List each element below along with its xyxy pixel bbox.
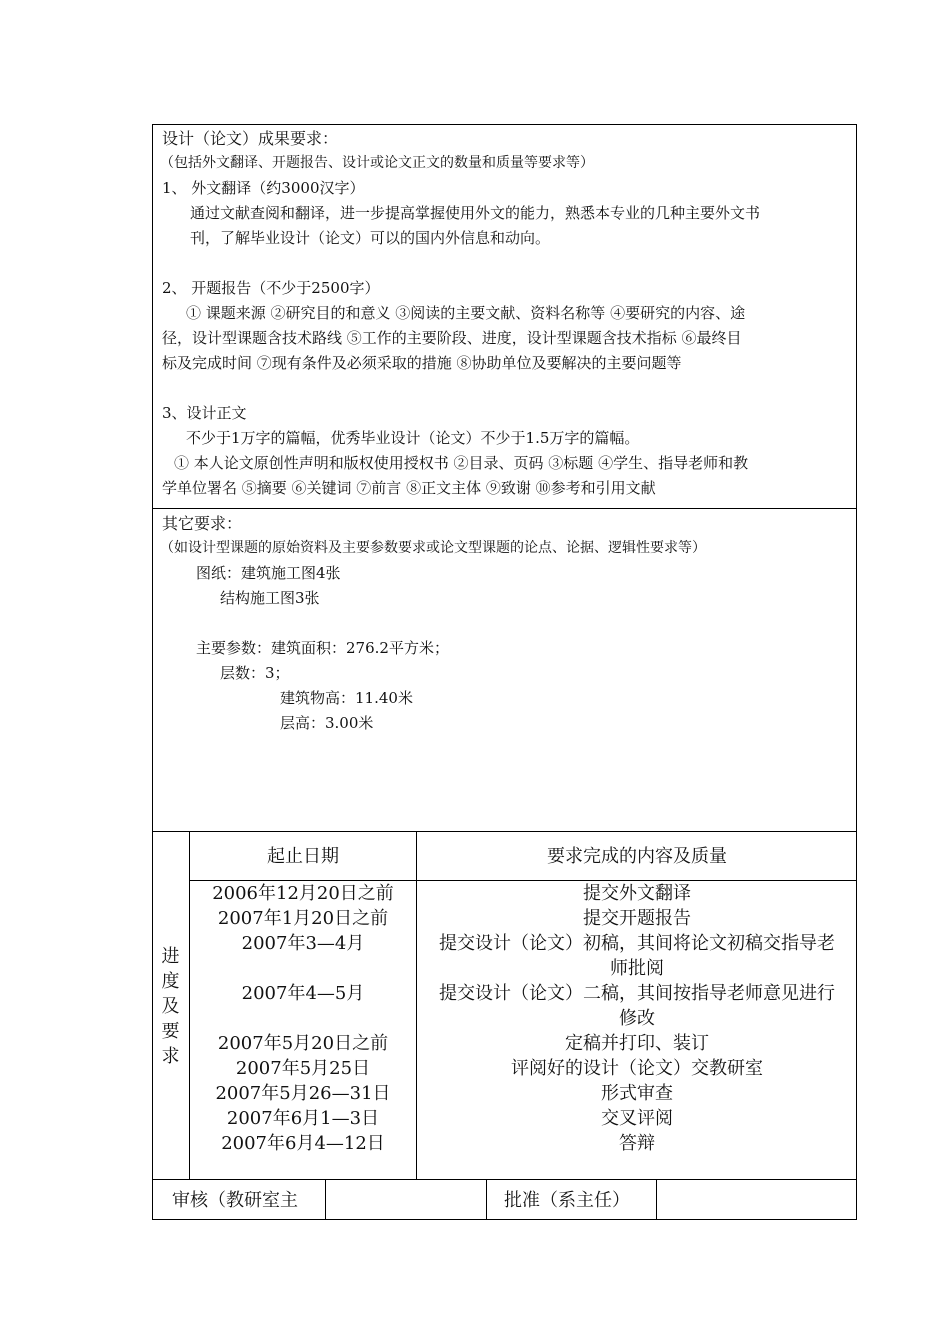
param-area: 主要参数：建筑面积：276.2平方米； xyxy=(196,639,449,657)
schedule-side-label xyxy=(152,944,189,1069)
col-header-tasks: 要求完成的内容及质量 xyxy=(547,846,727,867)
date-row: 2006年12月20日之前 xyxy=(212,883,394,904)
date-row: 2007年5月25日 xyxy=(235,1058,371,1079)
item1-line2: 刊，了解毕业设计（论文）可以的国内外信息和动向。 xyxy=(190,229,551,247)
divider-section1 xyxy=(152,508,857,509)
approve-label: 批准（系主任） xyxy=(504,1190,630,1211)
drawings-structure: 结构施工图3张 xyxy=(220,589,320,607)
item3-line3: 学单位署名 ⑤摘要 ⑥关键词 ⑦前言 ⑧正文主体 ⑨致谢 ⑩参考和引用文献 xyxy=(162,479,656,497)
date-row xyxy=(190,1006,416,1031)
task-row: 答辩 xyxy=(619,1133,655,1154)
date-row: 2007年5月20日之前 xyxy=(217,1033,389,1054)
task-row: 提交外文翻译 xyxy=(583,883,691,904)
schedule-tasks xyxy=(417,881,857,1156)
review-label: 审核（教研室主 xyxy=(172,1190,298,1211)
item3-line2: ① 本人论文原创性声明和版权使用授权书 ②目录、页码 ③标题 ④学生、指导老师和教 xyxy=(174,454,749,472)
schedule-dates xyxy=(190,881,416,1156)
task-row: 交叉评阅 xyxy=(601,1108,673,1129)
approve-signature-field[interactable] xyxy=(657,1180,856,1219)
item2-line1: ① 课题来源 ②研究目的和意义 ③阅读的主要文献、资料名称等 ④要研究的内容、途 xyxy=(186,304,746,322)
task-row: 定稿并打印、装订 xyxy=(565,1033,709,1054)
date-row: 2007年6月4—12日 xyxy=(221,1133,385,1154)
item3-heading: 3、设计正文 xyxy=(162,404,247,422)
side-char: 要 xyxy=(161,1021,180,1042)
param-floors: 层数：3； xyxy=(220,664,290,682)
item2-heading: 2、 开题报告（不少于2500字） xyxy=(162,279,380,297)
section2-note: （如设计型课题的原始资料及主要参数要求或论文型课题的论点、论据、逻辑性要求等） xyxy=(160,540,706,556)
divider-section2 xyxy=(152,831,857,832)
item2-line3: 标及完成时间 ⑦现有条件及必须采取的措施 ⑧协助单位及要解决的主要问题等 xyxy=(162,354,682,372)
section2-title: 其它要求： xyxy=(162,514,243,533)
param-floor-height: 层高：3.00米 xyxy=(280,714,374,732)
side-char: 求 xyxy=(161,1046,180,1067)
date-row: 2007年3—4月 xyxy=(241,933,365,954)
task-row: 评阅好的设计（论文）交教研室 xyxy=(511,1058,763,1079)
section1-title: 设计（论文）成果要求： xyxy=(162,129,339,148)
side-char: 度 xyxy=(161,971,180,992)
task-row: 师批阅 xyxy=(610,958,664,979)
drawings-architecture: 图纸：建筑施工图4张 xyxy=(196,564,341,582)
date-row: 2007年1月20日之前 xyxy=(217,908,389,929)
side-char: 及 xyxy=(161,996,180,1017)
task-row: 提交设计（论文）二稿，其间按指导老师意见进行 xyxy=(439,983,835,1004)
col-header-dates: 起止日期 xyxy=(267,846,339,867)
date-row: 2007年4—5月 xyxy=(241,983,365,1004)
item1-line1: 通过文献查阅和翻译，进一步提高掌握使用外文的能力，熟悉本专业的几种主要外文书 xyxy=(190,204,761,222)
task-row: 提交设计（论文）初稿，其间将论文初稿交指导老 xyxy=(439,933,835,954)
item2-line2: 径，设计型课题含技术路线 ⑤工作的主要阶段、进度，设计型课题含技术指标 ⑥最终目 xyxy=(162,329,742,347)
date-row xyxy=(190,956,416,981)
date-row: 2007年6月1—3日 xyxy=(226,1108,380,1129)
review-signature-field[interactable] xyxy=(326,1180,486,1219)
task-row: 提交开题报告 xyxy=(583,908,691,929)
side-char: 进 xyxy=(161,946,180,967)
date-row: 2007年5月26—31日 xyxy=(215,1083,391,1104)
task-row: 形式审查 xyxy=(601,1083,673,1104)
param-height: 建筑物高：11.40米 xyxy=(280,689,413,707)
item1-heading: 1、 外文翻译（约3000汉字） xyxy=(162,179,365,197)
task-row: 修改 xyxy=(619,1008,655,1029)
item3-line1: 不少于1万字的篇幅，优秀毕业设计（论文）不少于1.5万字的篇幅。 xyxy=(186,429,640,447)
footer-divider-2 xyxy=(486,1179,487,1220)
section1-note: （包括外文翻译、开题报告、设计或论文正文的数量和质量等要求等） xyxy=(160,155,594,171)
